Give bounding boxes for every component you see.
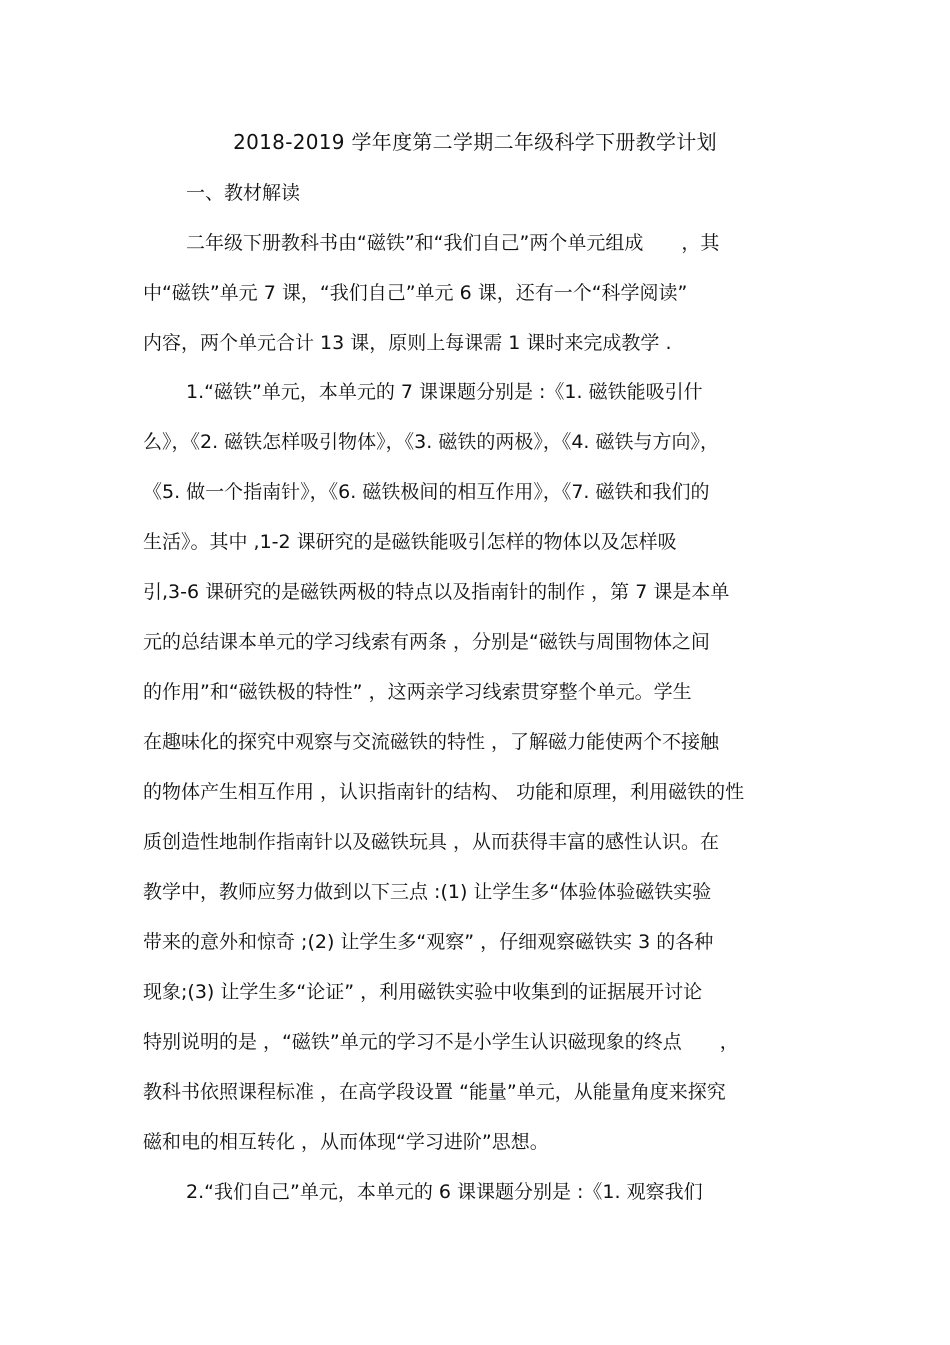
paragraph-line: 现象;(3) 让学生多“论证” ，利用磁铁实验中收集到的证据展开讨论 xyxy=(143,981,703,1003)
paragraph-line: 1.“磁铁”单元，本单元的 7 课课题分别是 :《1. 磁铁能吸引什 xyxy=(186,381,703,403)
paragraph-line: 教学中，教师应努力做到以下三点 :(1) 让学生多“体验体验磁铁实验 xyxy=(143,881,712,903)
paragraph-line: 的作用”和“磁铁极的特性” ，这两亲学习线索贯穿整个单元。学生 xyxy=(143,681,692,703)
paragraph-line: 内容，两个单元合计 13 课，原则上每课需 1 课时来完成教学 . xyxy=(143,332,672,354)
paragraph-line: 带来的意外和惊奇 ;(2) 让学生多“观察” ，仔细观察磁铁实 3 的各种 xyxy=(143,931,714,953)
paragraph-line: 中“磁铁”单元 7 课，“我们自己”单元 6 课，还有一个“科学阅读” xyxy=(143,282,688,304)
section-heading: 一、教材解读 xyxy=(186,182,301,204)
paragraph-line: 引,3-6 课研究的是磁铁两极的特点以及指南针的制作 ，第 7 课是本单 xyxy=(143,581,730,603)
paragraph-line: 在趣味化的探究中观察与交流磁铁的特性 ，了解磁力能使两个不接触 xyxy=(143,731,720,753)
paragraph-line: 磁和电的相互转化 ，从而体现“学习进阶”思想。 xyxy=(143,1131,549,1153)
paragraph-line: 特别说明的是 ，“磁铁”单元的学习不是小学生认识磁现象的终点 ， xyxy=(143,1031,739,1053)
paragraph-line: 么》，《2. 磁铁怎样吸引物体》，《3. 磁铁的两极》，《4. 磁铁与方向》， xyxy=(143,431,720,453)
paragraph-line: 2.“我们自己”单元，本单元的 6 课课题分别是 :《1. 观察我们 xyxy=(186,1181,703,1203)
paragraph-line: 《5. 做一个指南针》，《6. 磁铁极间的相互作用》，《7. 磁铁和我们的 xyxy=(143,481,710,503)
paragraph-line: 二年级下册教科书由“磁铁”和“我们自己”两个单元组成 ，其 xyxy=(186,232,720,254)
paragraph-line: 质创造性地制作指南针以及磁铁玩具 ，从而获得丰富的感性认识。在 xyxy=(143,831,720,853)
paragraph-line: 的物体产生相互作用 ，认识指南针的结构、 功能和原理，利用磁铁的性 xyxy=(143,781,745,803)
document-title: 2018-2019 学年度第二学期二年级科学下册教学计划 xyxy=(233,130,717,154)
paragraph-line: 生活》。其中 ,1-2 课研究的是磁铁能吸引怎样的物体以及怎样吸 xyxy=(143,531,677,553)
paragraph-line: 元的总结课本单元的学习线索有两条 ，分别是“磁铁与周围物体之间 xyxy=(143,631,710,653)
paragraph-line: 教科书依照课程标准 ，在高学段设置 “能量”单元，从能量角度来探究 xyxy=(143,1081,726,1103)
